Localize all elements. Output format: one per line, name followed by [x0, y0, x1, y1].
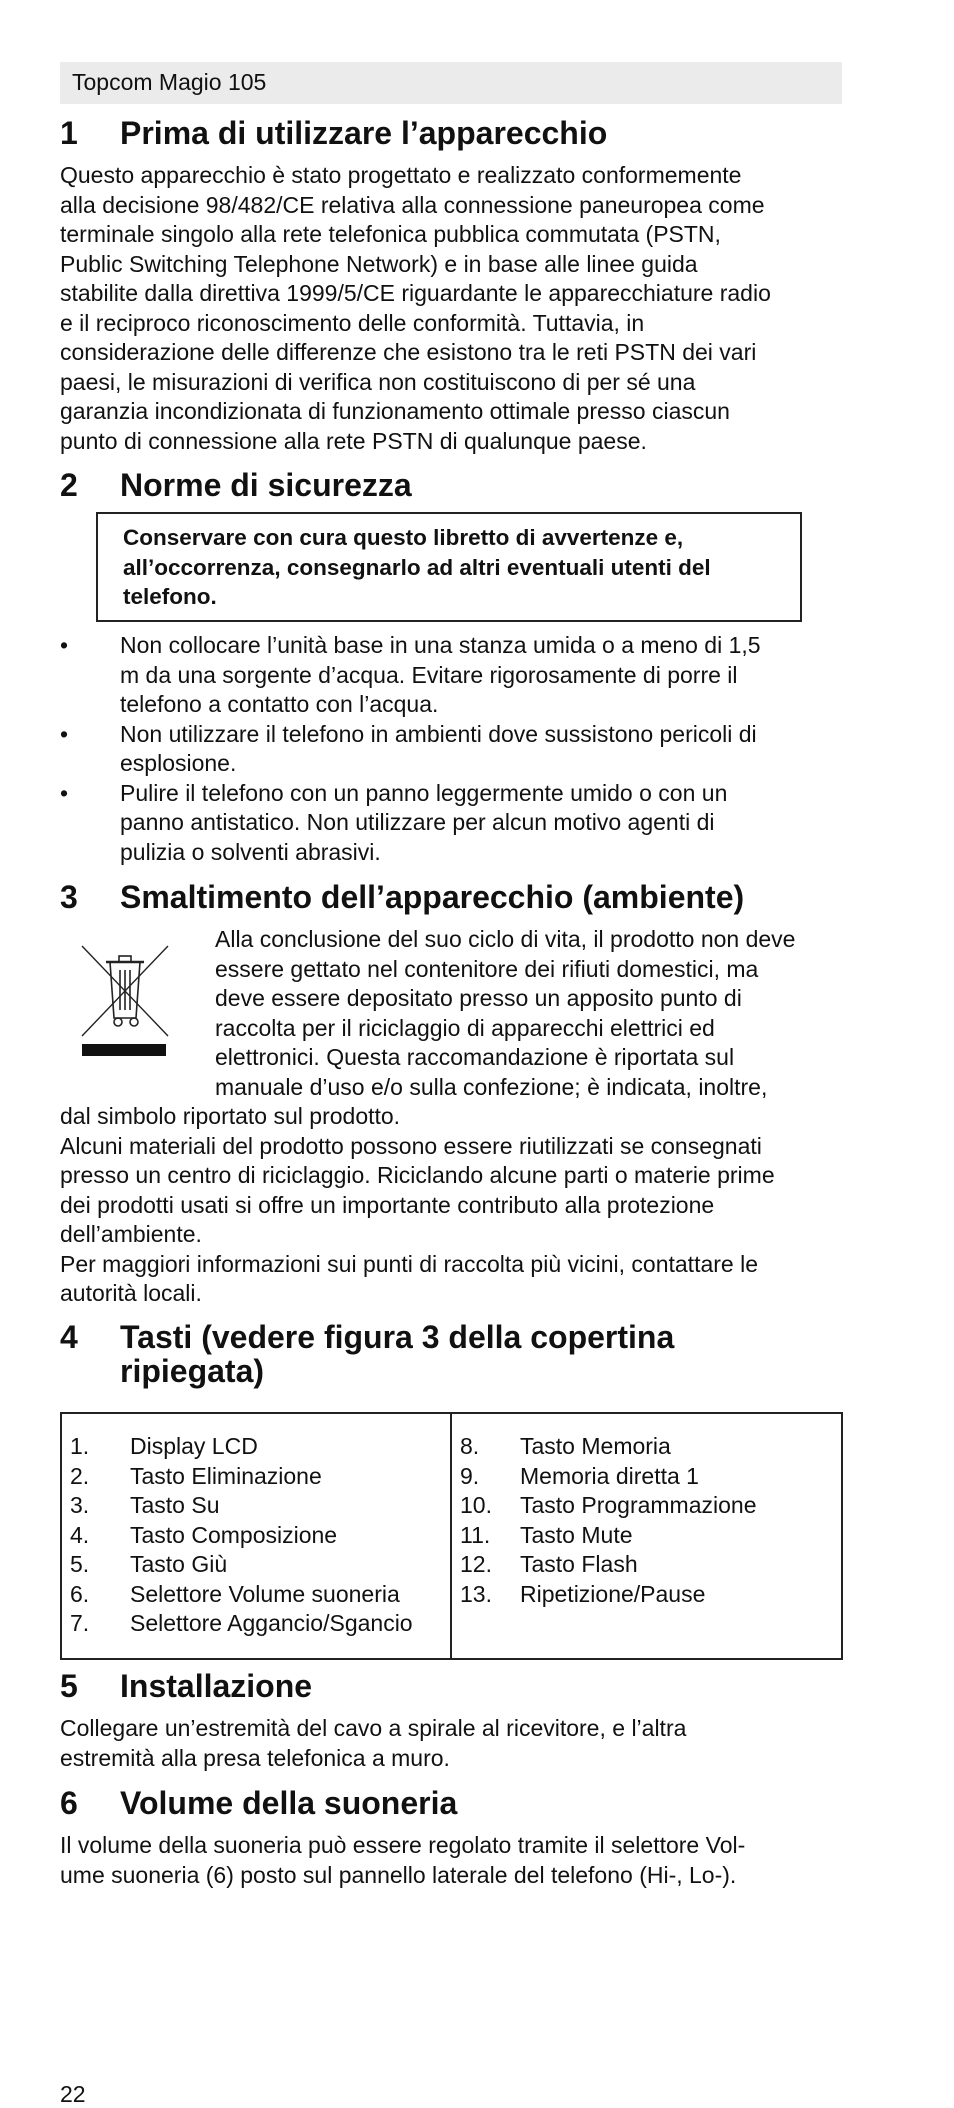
warning-line: telefono.	[123, 584, 217, 609]
key-label: Selettore Aggancio/Sgancio	[130, 1610, 413, 1636]
text-line: pulizia o solventi abrasivi.	[120, 838, 381, 865]
key-number: 9.	[460, 1462, 480, 1489]
list-item	[60, 631, 844, 720]
text-line: garanzia incondizionata di funzionamento ottimale presso ciascun	[60, 398, 730, 424]
key-label: Tasto Flash	[520, 1551, 638, 1577]
section-heading	[60, 880, 844, 914]
key-number: 11.	[460, 1521, 491, 1548]
section-number: 4	[60, 1319, 78, 1355]
text-line: panno antistatico. Non utilizzare per alcun motivo agenti di	[120, 809, 715, 835]
key-number: 8.	[460, 1433, 480, 1459]
key-label: Tasto Composizione	[130, 1521, 338, 1548]
section-2	[60, 468, 844, 502]
section-heading	[60, 1669, 844, 1703]
section-body	[60, 1831, 844, 1890]
section-title: Norme di sicurezza	[120, 467, 412, 503]
text-line: Non utilizzare il telefono in ambienti dove sussistono pericoli di	[120, 720, 757, 747]
key-label: Tasto Su	[130, 1492, 220, 1518]
key-label: Tasto Mute	[520, 1521, 633, 1548]
section-3	[60, 880, 844, 914]
list-item-text	[120, 720, 844, 779]
section-body	[60, 1714, 844, 1773]
title-line: ripiegata)	[120, 1353, 265, 1389]
text-line: Non collocare l’unità base in una stanza umida o a meno di 1,5	[120, 632, 761, 658]
warning-line: all’occorrenza, consegnarlo ad altri eventuali utenti del	[123, 554, 711, 580]
text-line: telefono a contatto con l’acqua.	[120, 691, 439, 717]
section-4	[60, 1320, 844, 1388]
section-title: Volume della suoneria	[120, 1785, 458, 1821]
key-row	[70, 1491, 450, 1521]
key-row	[70, 1432, 450, 1462]
text-line: dei prodotti usati si offre un importante contributo alla protezione	[60, 1191, 715, 1218]
text-line: dal simbolo riportato sul prodotto.	[60, 1103, 401, 1129]
key-number: 13.	[460, 1580, 492, 1607]
text-line: Alla conclusione del suo ciclo di vita, il prodotto non deve	[215, 926, 796, 952]
section-heading	[60, 1320, 844, 1388]
text-line: presso un centro di riciclaggio. Riciclando alcune parti o materie prime	[60, 1162, 775, 1188]
key-number: 12.	[460, 1551, 492, 1577]
key-number: 3.	[70, 1492, 90, 1518]
section-1	[60, 116, 844, 456]
text-line: ume suoneria (6) posto sul pannello laterale del telefono (Hi-, Lo-).	[60, 1861, 737, 1888]
text-line: considerazione delle differenze che esistono tra le reti PSTN dei vari	[60, 339, 757, 365]
text-line: stabilite dalla direttiva 1999/5/CE riguardante le apparecchiature radio	[60, 280, 771, 306]
key-label: Tasto Eliminazione	[130, 1462, 322, 1489]
section-number: 1	[60, 115, 78, 151]
key-label: Tasto Memoria	[520, 1433, 671, 1459]
key-number: 1.	[70, 1433, 90, 1459]
bullet-icon: •	[60, 779, 69, 806]
text-line: terminale singolo alla rete telefonica pubblica commutata (PSTN,	[60, 221, 721, 247]
key-row	[460, 1550, 841, 1580]
list-item-text	[120, 631, 844, 720]
text-line: Alcuni materiali del prodotto possono essere riutilizzati se consegnati	[60, 1132, 762, 1159]
list-item	[60, 720, 844, 779]
key-label: Ripetizione/Pause	[520, 1580, 706, 1607]
text-line: e il reciproco riconoscimento delle conformità. Tuttavia, in	[60, 309, 645, 336]
text-line: essere gettato nel contenitore dei rifiuti domestici, ma	[215, 955, 759, 982]
keys-column-left	[62, 1414, 452, 1658]
key-row	[70, 1462, 450, 1492]
key-row	[70, 1609, 450, 1639]
bullet-icon: •	[60, 632, 69, 658]
text-line: deve essere depositato presso un apposito punto di	[215, 985, 742, 1011]
section-heading	[60, 468, 844, 502]
section-number: 2	[60, 467, 78, 503]
header-title: Topcom Magio 105	[72, 69, 267, 95]
key-label: Tasto Giù	[130, 1551, 228, 1577]
key-row	[460, 1521, 841, 1551]
section-body-float	[215, 925, 845, 1102]
section-5	[60, 1669, 844, 1773]
text-line: estremità alla presa telefonica a muro.	[60, 1744, 450, 1771]
bullet-icon: •	[60, 720, 69, 747]
list-item-text	[120, 779, 844, 868]
key-row	[70, 1580, 450, 1610]
text-line: raccolta per il riciclaggio di apparecchi elettrici ed	[215, 1014, 715, 1041]
keys-column-right	[452, 1414, 841, 1658]
key-number: 10.	[460, 1492, 492, 1518]
section-body	[60, 1102, 844, 1309]
crossed-out-wheelie-bin-icon	[80, 944, 170, 1056]
key-number: 7.	[70, 1610, 90, 1636]
text-line: autorità locali.	[60, 1280, 202, 1306]
section-title: Installazione	[120, 1668, 313, 1704]
text-line: Pulire il telefono con un panno leggermente umido o con un	[120, 779, 728, 806]
section-number: 3	[60, 879, 78, 915]
key-number: 5.	[70, 1551, 90, 1577]
section-heading	[60, 1786, 844, 1820]
key-label: Selettore Volume suoneria	[130, 1580, 400, 1607]
text-line: Collegare un’estremità del cavo a spirale al ricevitore, e l’altra	[60, 1715, 687, 1741]
key-row	[70, 1521, 450, 1551]
text-line: elettronici. Questa raccomandazione è riportata sul	[215, 1044, 735, 1070]
section-title: Smaltimento dell’apparecchio (ambiente)	[120, 879, 745, 915]
warning-line: Conservare con cura questo libretto di avvertenze e,	[123, 525, 684, 550]
section-6	[60, 1786, 844, 1890]
page-number: 22	[60, 2081, 86, 2107]
warning-box	[96, 512, 802, 622]
text-line: Per maggiori informazioni sui punti di raccolta più vicini, contattare le	[60, 1250, 758, 1277]
section-title: Prima di utilizzare l’apparecchio	[120, 115, 608, 151]
text-line: manuale d’uso e/o sulla confezione; è indicata, inoltre,	[215, 1073, 768, 1100]
text-line: m da una sorgente d’acqua. Evitare rigorosamente di porre il	[120, 661, 738, 688]
key-row	[70, 1550, 450, 1580]
keys-table	[60, 1412, 843, 1660]
key-row	[460, 1462, 841, 1492]
text-line: alla decisione 98/482/CE relativa alla connessione paneuropea come	[60, 191, 765, 218]
text-line: paesi, le misurazioni di verifica non costituiscono di per sé una	[60, 368, 696, 395]
key-row	[460, 1580, 841, 1610]
key-number: 6.	[70, 1580, 90, 1607]
text-line: Questo apparecchio è stato progettato e realizzato conformemente	[60, 162, 742, 188]
section-body	[60, 161, 844, 456]
section-number: 5	[60, 1668, 78, 1704]
text-line: Public Switching Telephone Network) e in base alle linee guida	[60, 250, 698, 277]
title-line: Tasti (vedere figura 3 della copertina	[120, 1319, 675, 1355]
section-heading	[60, 116, 844, 150]
key-row	[460, 1432, 841, 1462]
safety-list	[60, 631, 844, 867]
text-line: esplosione.	[120, 750, 237, 776]
key-number: 2.	[70, 1462, 90, 1489]
list-item	[60, 779, 844, 868]
text-line: Il volume della suoneria può essere regolato tramite il selettore Vol-	[60, 1832, 746, 1858]
section-number: 6	[60, 1785, 78, 1821]
text-line: punto di connessione alla rete PSTN di qualunque paese.	[60, 427, 647, 454]
key-label: Tasto Programmazione	[520, 1492, 757, 1518]
section-title	[120, 1320, 844, 1388]
key-label: Memoria diretta 1	[520, 1462, 699, 1489]
running-header	[60, 62, 842, 104]
key-label: Display LCD	[130, 1433, 258, 1459]
text-line: dell’ambiente.	[60, 1221, 202, 1247]
key-row	[460, 1491, 841, 1521]
key-number: 4.	[70, 1521, 90, 1548]
